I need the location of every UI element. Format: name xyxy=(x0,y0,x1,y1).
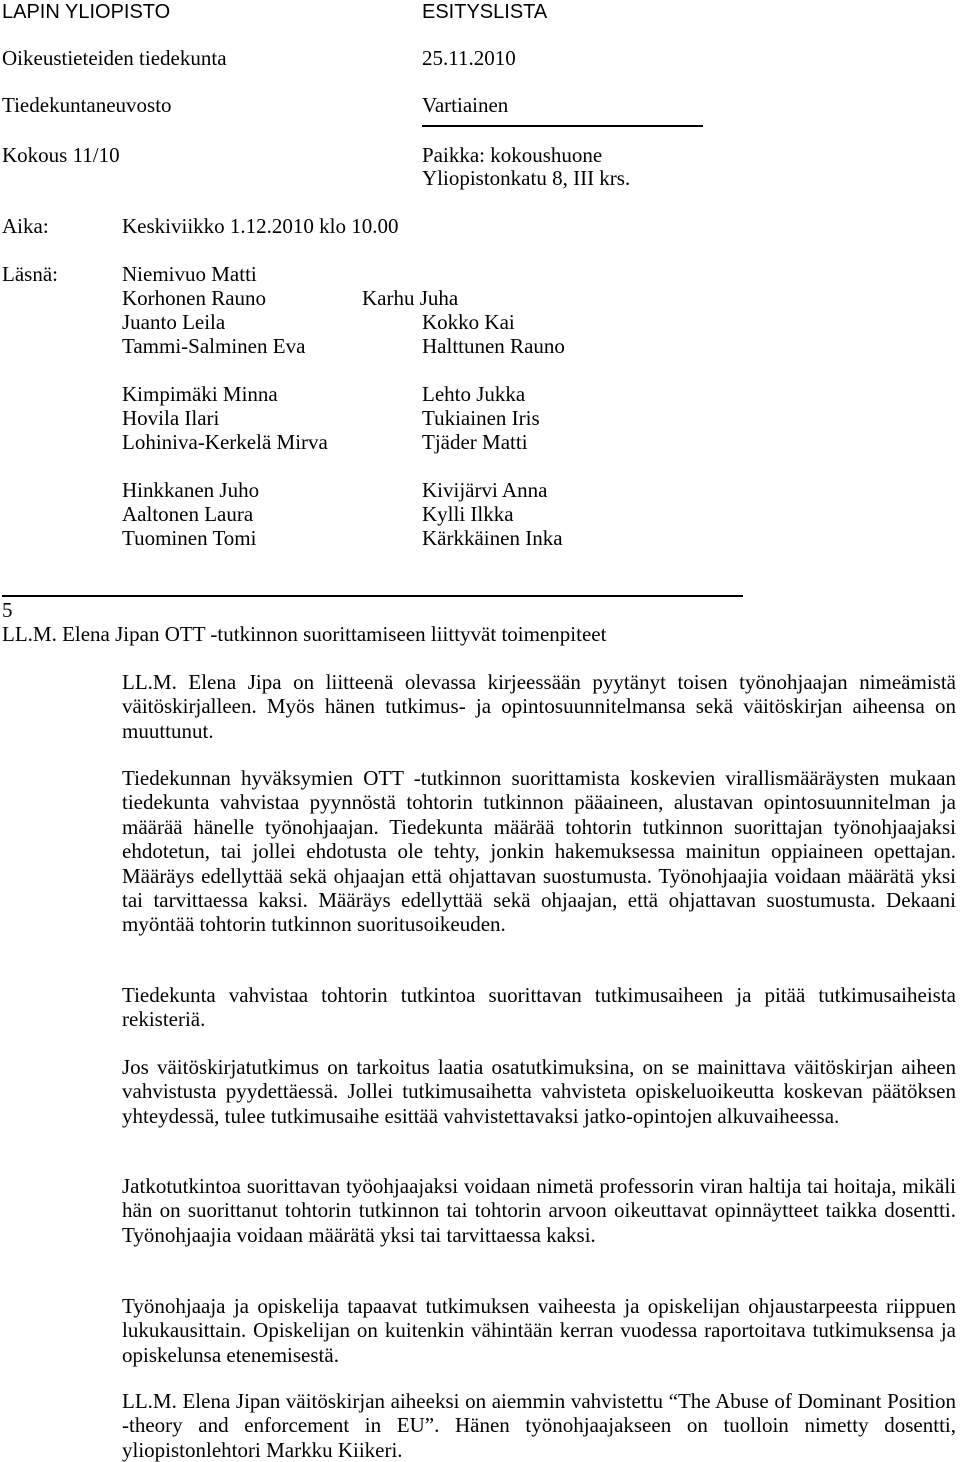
header-rule xyxy=(422,125,703,127)
attendee: Tuominen Tomi xyxy=(122,526,257,550)
time-label: Aika: xyxy=(2,214,49,238)
attendee: Tukiainen Iris xyxy=(422,406,540,430)
attendee: Aaltonen Laura xyxy=(122,502,254,526)
meeting-number: Kokous 11/10 xyxy=(2,143,120,167)
meeting-place: Paikka: kokoushuone xyxy=(422,143,603,167)
attendee: Kimpimäki Minna xyxy=(122,382,278,406)
body-paragraph: Tiedekunnan hyväksymien OTT -tutkinnon suorittamista koskevien virallismääräysten mukaan tiedekunta vahvistaa pyynnöstä tohtorin tutkinnon pääaineen, alustavan opintosuunnitelman ja määrää hänelle työnohjaajan. Tiedekunta määrää tohtorin tutkinnon suorittajan työnohjaajaksi ehdotetun, tai jollei ehdotusta ole tehty, jonkin hakemuksessa mainitun oppiaineen opettajan. Määräys edellyttää sekä ohjaajan että ohjattavan suostumusta. Työnohjaajia voidaan määrätä yksi tai tarvittaessa kaksi. Määräys edellyttää sekä ohjaajan, että ohjattavan suostumusta. Dekaani myöntää tohtorin tutkinnon suoritusoikeuden. xyxy=(122,766,956,937)
section-number: 5 xyxy=(2,598,13,622)
attendee: Tammi-Salminen Eva xyxy=(122,334,306,358)
document-date: 25.11.2010 xyxy=(422,46,516,70)
body-paragraph: Työnohjaaja ja opiskelija tapaavat tutkimuksen vaiheesta ja opiskelijan ohjaustarpeesta riippuen lukukausittain. Opiskelijan on kuitenkin vähintään kerran vuodessa raportoitava tutkimuksensa ja opiskelunsa etenemisestä. xyxy=(122,1294,956,1367)
body-paragraph: Jatkotutkintoa suorittavan työohjaajaksi voidaan nimetä professorin viran haltija tai hoitaja, mikäli hän on suorittanut tohtorin tutkinnon tai tohtorin arvoon oikeuttavat opinnäytteet taikka dosentti. Työnohjaajia voidaan määrätä yksi tai tarvittaessa kaksi. xyxy=(122,1174,956,1247)
attendee-chair: Niemivuo Matti xyxy=(122,262,257,286)
attendee: Hovila Ilari xyxy=(122,406,220,430)
attendee: Korhonen Rauno xyxy=(122,286,267,310)
attendee: Hinkkanen Juho xyxy=(122,478,260,502)
meeting-time: Keskiviikko 1.12.2010 klo 10.00 xyxy=(122,214,399,238)
attendee: Kivijärvi Anna xyxy=(422,478,548,502)
council-name: Tiedekuntaneuvosto xyxy=(2,93,172,117)
section-rule xyxy=(2,595,743,597)
preparer-name: Vartiainen xyxy=(422,93,509,117)
attendee: Kylli Ilkka xyxy=(422,502,514,526)
attendee: Halttunen Rauno xyxy=(422,334,565,358)
attendee: Juanto Leila xyxy=(122,310,226,334)
body-paragraph: LL.M. Elena Jipa on liitteenä olevassa kirjeessään pyytänyt toisen työnohjaajan nimeämistä väitöskirjalleen. Myös hänen tutkimus- ja opintosuunnitelmansa sekä väitöskirjan aiheensa on muuttunut. xyxy=(122,670,956,743)
attendee: Lehto Jukka xyxy=(422,382,526,406)
attendee: Kokko Kai xyxy=(422,310,515,334)
attendee: Tjäder Matti xyxy=(422,430,528,454)
body-paragraph: LL.M. Elena Jipan väitöskirjan aiheeksi on aiemmin vahvistettu “The Abuse of Dominant Position -theory and enforcement in EU”. Hänen työnohjaajakseen on tuolloin nimetty dosentti, yliopistonlehtori Markku Kiikeri. xyxy=(122,1389,956,1462)
document-type: ESITYSLISTA xyxy=(422,1,548,23)
attendee: Kärkkäinen Inka xyxy=(422,526,563,550)
attendee: Karhu Juha xyxy=(362,286,459,310)
present-label: Läsnä: xyxy=(2,262,58,286)
body-paragraph: Jos väitöskirjatutkimus on tarkoitus laatia osatutkimuksina, on se mainittava väitöskirjan aiheen vahvistusta pyydettäessä. Jollei tutkimusaihetta vahvisteta opiskeluoikeutta koskevan päätöksen yhteydessä, tulee tutkimusaihe esittää vahvistettavaksi jatko-opintojen alkuvaiheessa. xyxy=(122,1055,956,1128)
meeting-address: Yliopistonkatu 8, III krs. xyxy=(422,166,631,190)
section-title: LL.M. Elena Jipan OTT -tutkinnon suorittamiseen liittyvät toimenpiteet xyxy=(2,622,607,646)
attendee: Lohiniva-Kerkelä Mirva xyxy=(122,430,328,454)
body-paragraph: Tiedekunta vahvistaa tohtorin tutkintoa suorittavan tutkimusaiheen ja pitää tutkimusaiheista rekisteriä. xyxy=(122,983,956,1032)
faculty-name: Oikeustieteiden tiedekunta xyxy=(2,46,227,70)
university-name: LAPIN YLIOPISTO xyxy=(2,1,171,23)
